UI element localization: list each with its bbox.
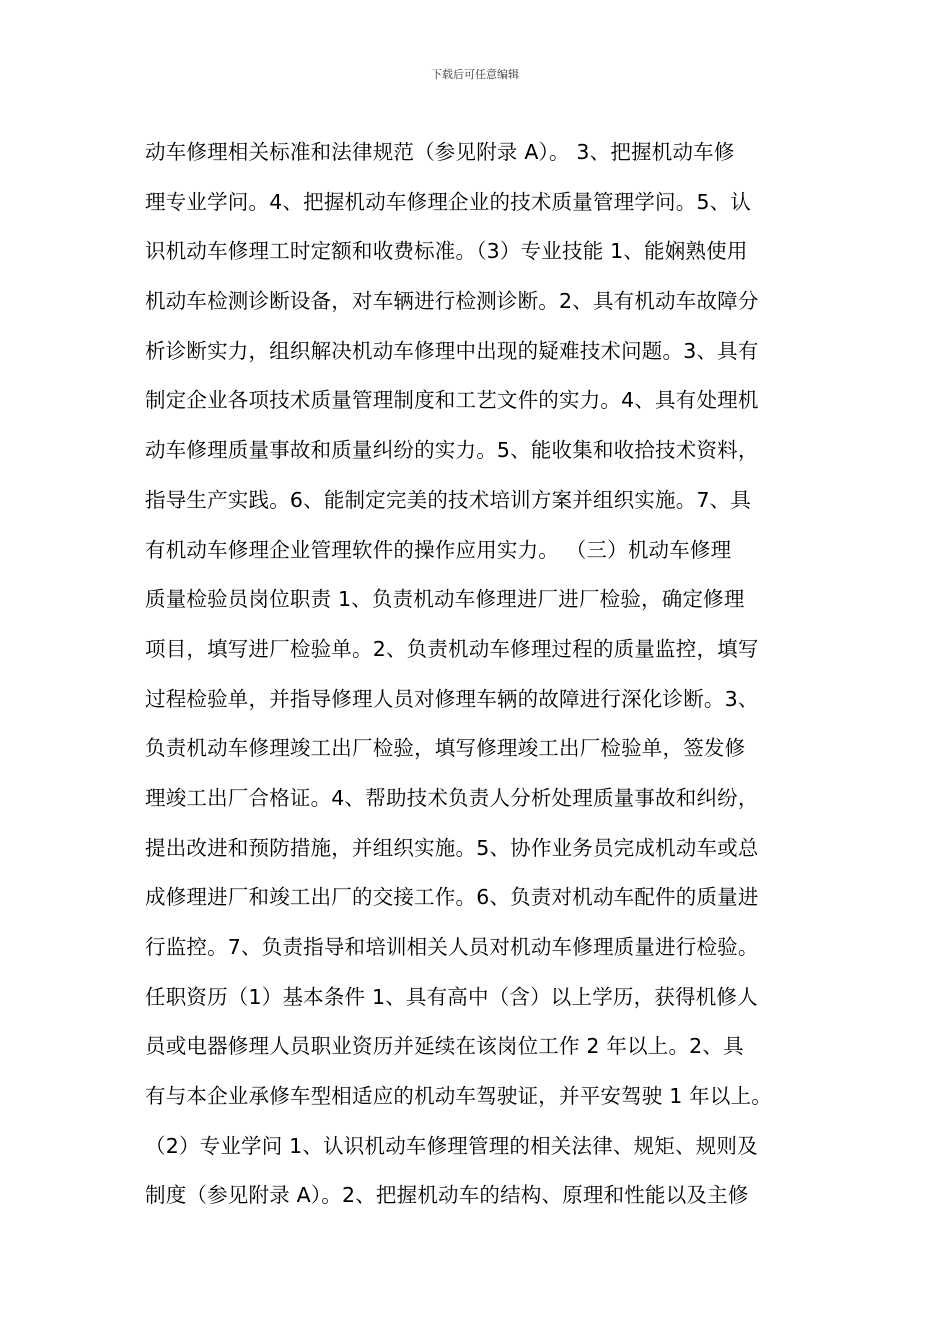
text-line: 析诊断实力，组织解决机动车修理中出现的疑难技术问题。3、具有 <box>145 338 759 363</box>
text-line: 项目，填写进厂检验单。2、负责机动车修理过程的质量监控，填写 <box>145 636 759 661</box>
text-line: 有机动车修理企业管理软件的操作应用实力。 （三）机动车修理 <box>145 537 732 562</box>
text-line: 识机动车修理工时定额和收费标准。（3）专业技能 1、能娴熟使用 <box>145 239 748 264</box>
page-header: 下载后可任意编辑 <box>431 68 519 81</box>
text-line: 任职资历（1）基本条件 1、具有高中（含）以上学历，获得机修人 <box>145 984 758 1009</box>
text-line: 提出改进和预防措施，并组织实施。5、协作业务员完成机动车或总 <box>145 835 759 860</box>
text-line: 行监控。7、负责指导和培训相关人员对机动车修理质量进行检验。 <box>145 935 759 959</box>
text-line: 成修理进厂和竣工出厂的交接工作。6、负责对机动车配件的质量进 <box>145 885 759 910</box>
text-line: （2）专业学问 1、认识机动车修理管理的相关法律、规矩、规则及 <box>145 1133 758 1158</box>
document-body <box>145 128 825 1221</box>
text-line: 制度（参见附录 A）。2、把握机动车的结构、原理和性能以及主修 <box>145 1183 749 1208</box>
text-line: 机动车检测诊断设备，对车辆进行检测诊断。2、具有机动车故障分 <box>145 289 759 314</box>
text-line: 动车修理相关标准和法律规范（参见附录 A）。 3、把握机动车修 <box>145 140 735 164</box>
text-line: 质量检验员岗位职责 1、负责机动车修理进厂进厂检验，确定修理 <box>145 587 745 612</box>
text-line: 员或电器修理人员职业资历并延续在该岗位工作 2 年以上。2、具 <box>145 1034 744 1059</box>
text-line: 有与本企业承修车型相适应的机动车驾驶证，并平安驾驶 1 年以上。 <box>145 1084 772 1109</box>
text-line: 过程检验单，并指导修理人员对修理车辆的故障进行深化诊断。3、 <box>145 686 759 711</box>
text-line: 动车修理质量事故和质量纠纷的实力。5、能收集和收拾技术资料， <box>145 438 759 463</box>
text-line: 理竣工出厂合格证。4、帮助技术负责人分析处理质量事故和纠纷， <box>145 785 759 810</box>
text-line: 负责机动车修理竣工出厂检验，填写修理竣工出厂检验单，签发修 <box>145 736 746 761</box>
text-line: 指导生产实践。6、能制定完美的技术培训方案并组织实施。7、具 <box>145 487 752 512</box>
text-line: 理专业学问。4、把握机动车修理企业的技术质量管理学问。5、认 <box>145 189 752 214</box>
text-line: 制定企业各项技术质量管理制度和工艺文件的实力。4、具有处理机 <box>145 388 759 413</box>
